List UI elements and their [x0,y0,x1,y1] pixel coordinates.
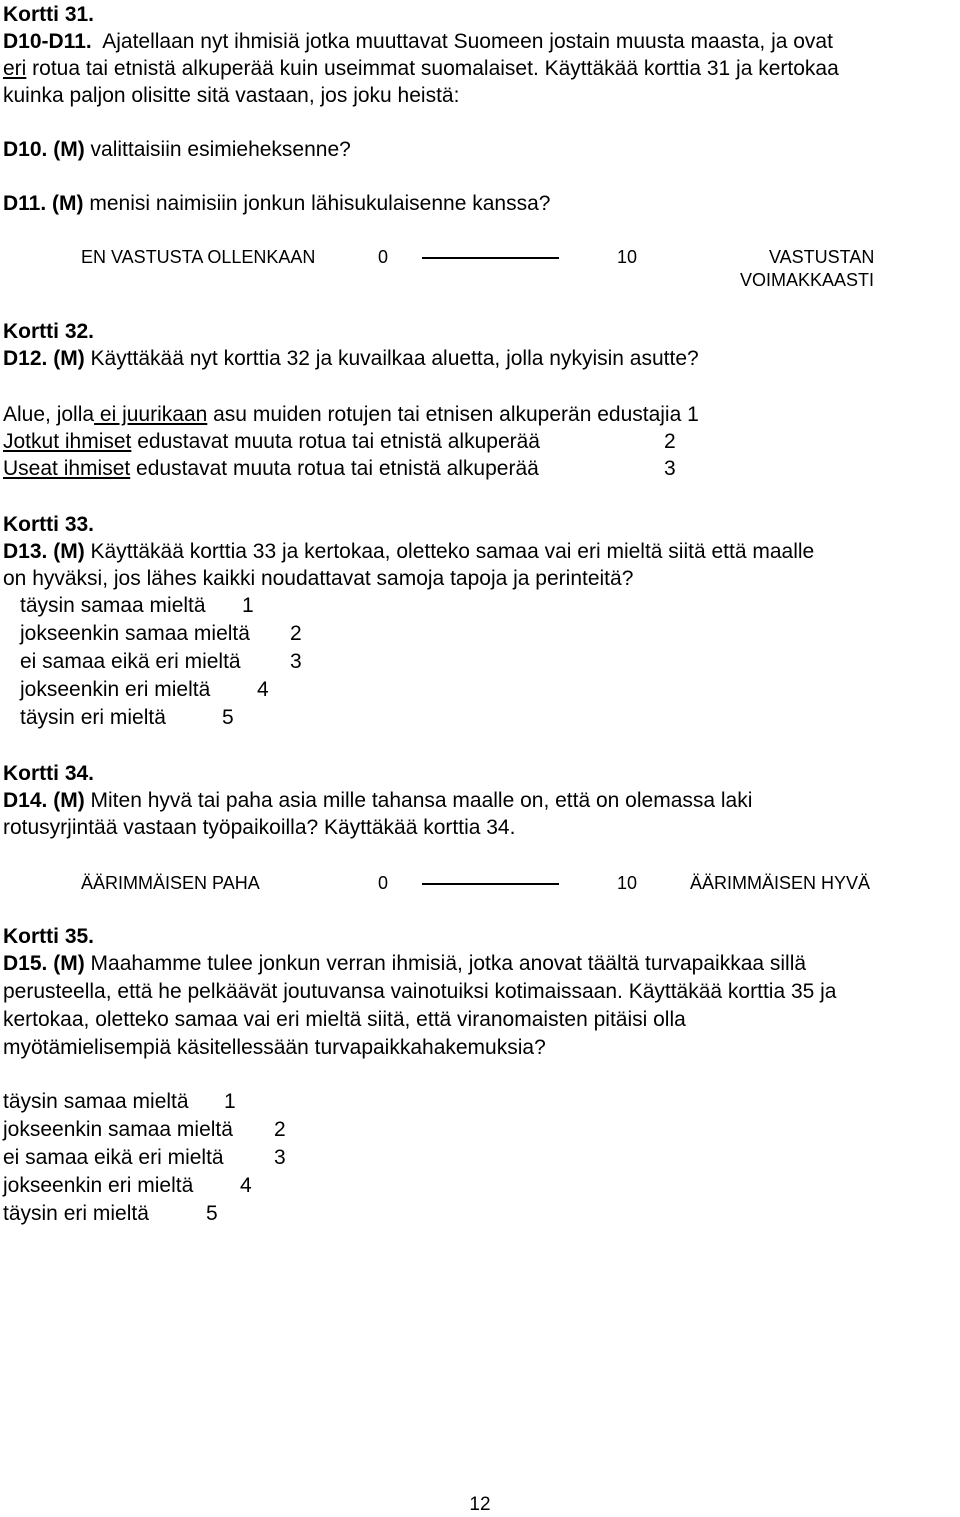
d15-option-label: ei samaa eikä eri mieltä [3,1146,224,1169]
scale-right-label: VASTUSTAN [769,247,875,267]
option-text: edustavat muuta rotua tai etnistä alkuperää [131,430,540,453]
question-d14-line-1 [3,788,752,814]
scale-right-label: ÄÄRIMMÄISEN HYVÄ [690,873,871,893]
scale-max-value: 10 [617,873,638,893]
d10-d11-intro-line-3: kuinka paljon olisitte sitä vastaan, jos joku heistä: [3,84,460,107]
intro-text: rotua tai etnistä alkuperää kuin useimmat suomalaiset. Käyttäkää korttia 31 ja kertokaa [26,57,839,80]
option-text: Alue, jolla [3,403,95,426]
question-text: menisi naimisiin jonkun lähisukulaisenne kanssa? [83,192,551,215]
d13-option-label: jokseenkin samaa mieltä [20,622,250,645]
question-d13-line-2: on hyväksi, jos lähes kaikki noudattavat samoja tapoja ja perinteitä? [3,567,634,590]
d15-option-label: jokseenkin eri mieltä [3,1174,194,1197]
underlined-word: eri [3,57,27,80]
scale-max-value: 10 [617,247,638,267]
d13-option-label: täysin samaa mieltä [20,594,206,617]
d13-option-code: 5 [222,706,234,729]
card-32-heading: Kortti 32. [3,320,95,343]
scale-min-value: 0 [378,873,389,893]
mandatory-marker: (M) [53,952,85,975]
mandatory-marker: (M) [53,789,85,812]
question-text: valittaisiin esimieheksenne? [84,138,351,161]
card-33-heading: Kortti 33. [3,513,95,536]
page-number: 12 [469,1494,491,1515]
question-text: Käyttäkää korttia 33 ja kertokaa, oletteko samaa vai eri mieltä siitä että maalle [84,540,815,563]
scale-min-value: 0 [378,247,389,267]
question-d12 [3,346,699,372]
d15-option-label: täysin samaa mieltä [3,1090,189,1113]
d13-option-code: 3 [290,650,302,673]
question-d15-line-2: perusteella, että he pelkäävät joutuvansa vainotuiksi kotimaissaan. Käyttäkää korttia 35 ja [3,980,837,1003]
d13-option-code: 4 [257,678,269,701]
d12-option-1 [3,402,699,428]
question-id: D13. [3,540,48,563]
d12-option-3-code: 3 [664,457,676,480]
question-id: D10. [3,138,48,161]
mandatory-marker: (M) [53,347,85,370]
card-31-heading: Kortti 31. [3,3,95,26]
d15-option-label: täysin eri mieltä [3,1202,149,1225]
d12-option-2 [3,429,540,455]
question-text: Miten hyvä tai paha asia mille tahansa maalle on, että on olemassa laki [84,789,753,812]
d15-option-label: jokseenkin samaa mieltä [3,1118,233,1141]
question-d11 [3,191,550,217]
question-d13-line-1 [3,539,814,565]
question-text: Maahamme tulee jonkun verran ihmisiä, jotka anovat täältä turvapaikkaa sillä [84,952,807,975]
question-id: D14. [3,789,48,812]
option-text: asu muiden rotujen tai etnisen alkuperän edustajia [207,403,682,426]
card-34-heading: Kortti 34. [3,762,95,785]
d13-option-code: 1 [242,594,254,617]
d13-option-label: ei samaa eikä eri mieltä [20,650,241,673]
question-id: D15. [3,952,48,975]
d10-d11-intro-line-2 [3,56,839,82]
d12-option-3 [3,456,539,482]
d12-option-2-code: 2 [664,430,676,453]
question-d15-line-4: myötämielisempiä käsitellessään turvapaikkahakemuksia? [3,1036,546,1059]
card-35-heading: Kortti 35. [3,925,95,948]
question-text: Käyttäkää nyt korttia 32 ja kuvailkaa aluetta, jolla nykyisin asutte? [84,347,699,370]
underlined-text: ei juurikaan [94,403,208,426]
scale-left-label: ÄÄRIMMÄISEN PAHA [81,873,260,893]
mandatory-marker: (M) [53,138,85,161]
question-d14-line-2: rotusyrjintää vastaan työpaikoilla? Käyttäkää korttia 34. [3,816,516,839]
intro-text: Ajatellaan nyt ihmisiä jotka muuttavat Suomeen jostain muusta maasta, ja ovat [102,30,833,53]
underlined-text: Useat ihmiset [3,457,131,480]
mandatory-marker: (M) [52,192,84,215]
mandatory-marker: (M) [53,540,85,563]
underlined-text: Jotkut ihmiset [3,430,132,453]
question-d15-line-3: kertokaa, oletteko samaa vai eri mieltä siitä, että viranomaisten pitäisi olla [3,1008,686,1031]
d13-option-label: täysin eri mieltä [20,706,166,729]
question-d10 [3,137,351,163]
option-code: 1 [687,403,699,426]
d13-option-label: jokseenkin eri mieltä [20,678,211,701]
question-d15-line-1 [3,951,806,977]
scale-right-label-line-2: VOIMAKKAASTI [740,270,875,290]
scale-line [422,257,559,259]
d15-option-code: 1 [224,1090,236,1113]
d15-option-code: 3 [274,1146,286,1169]
question-id: D11. [3,192,47,215]
scale-line [422,883,559,885]
question-id: D12. [3,347,48,370]
d10-d11-intro-line-1 [3,29,833,55]
question-id: D10-D11. [3,30,92,53]
d15-option-code: 4 [240,1174,252,1197]
d15-option-code: 5 [206,1202,218,1225]
option-text: edustavat muuta rotua tai etnistä alkuperää [130,457,539,480]
d13-option-code: 2 [290,622,302,645]
scale-left-label: EN VASTUSTA OLLENKAAN [81,247,316,267]
d15-option-code: 2 [274,1118,286,1141]
